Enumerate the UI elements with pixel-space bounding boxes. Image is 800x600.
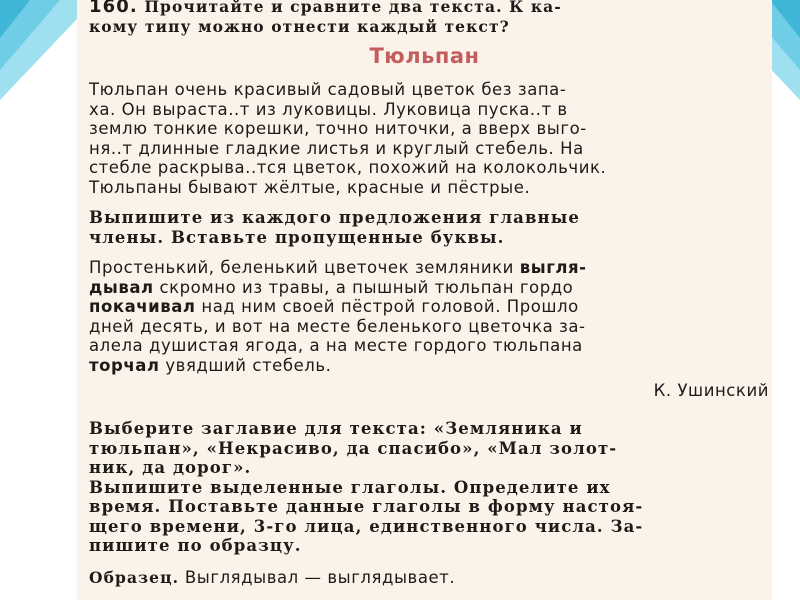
- task-line: Выпишите из каждого предложения главные: [89, 208, 580, 227]
- task-line: члены. Вставьте пропущенные буквы.: [89, 227, 505, 247]
- text-line: Тюльпаны бывают жёлтые, красные и пёстрые.: [89, 177, 531, 197]
- text-one: [89, 80, 769, 197]
- exercise-prompt: [89, 0, 769, 36]
- highlighted-verb: торчал: [89, 355, 160, 375]
- text-line: покачивал над ним своей пёстрой головой. Прошло: [89, 297, 579, 316]
- sample: [89, 568, 769, 588]
- author-name: К. Ушинский: [653, 381, 769, 400]
- task-line: Выберите заглавие для текста: «Земляника и: [89, 419, 583, 438]
- highlighted-verb: покачивал: [89, 297, 196, 316]
- text-line: ха. Он выраста..т из луковицы. Луковица пуска..т в: [89, 99, 568, 119]
- text-line: дывал скромно из травы, а пышный тюльпан гордо: [89, 277, 574, 297]
- task-line: время. Поставьте данные глаголы в форму настоя-: [89, 497, 644, 516]
- text-line: землю тонкие корешки, точно ниточки, а вверх выго-: [89, 119, 587, 138]
- text-line: стебле раскрыва..тся цветок, похожий на колокольчик.: [89, 158, 607, 177]
- task-line: щего времени, 3-го лица, единственного числа. За-: [89, 516, 644, 536]
- task-line: пишите по образцу.: [89, 536, 302, 555]
- task-two: [89, 419, 769, 556]
- task-line: ник, да дорог».: [89, 458, 252, 477]
- text-title: Тюльпан: [369, 44, 480, 68]
- exercise-line: 160. Прочитайте и сравните два текста. К ка-: [89, 0, 769, 17]
- sample-text: Выглядывал — выглядывает.: [179, 568, 456, 587]
- highlighted-verb: выгля-: [519, 258, 587, 277]
- text-line: дней десять, и вот на месте беленького цветочка за-: [89, 316, 586, 336]
- task-line: Выпишите выделенные глаголы. Определите их: [89, 477, 611, 497]
- textbook-page: [77, 0, 772, 600]
- exercise-number: 160.: [89, 0, 138, 17]
- task-line: тюльпан», «Некрасиво, да спасибо», «Мал золот-: [89, 438, 618, 458]
- text-line: Тюльпан очень красивый садовый цветок без запа-: [89, 80, 567, 99]
- text-line: алела душистая ягода, а на месте гордого тюльпана: [89, 336, 583, 355]
- text-line: Простенький, беленький цветочек земляники выгля-: [89, 258, 587, 277]
- text-two: [89, 258, 769, 401]
- sample-label: Образец.: [89, 568, 180, 587]
- highlighted-verb: дывал: [89, 277, 154, 297]
- exercise-line: кому типу можно отнести каждый текст?: [89, 16, 510, 36]
- task-one: [89, 208, 769, 247]
- text-line: торчал увядший стебель.: [89, 355, 332, 375]
- text-line: ня..т длинные гладкие листья и круглый стебель. На: [89, 138, 584, 158]
